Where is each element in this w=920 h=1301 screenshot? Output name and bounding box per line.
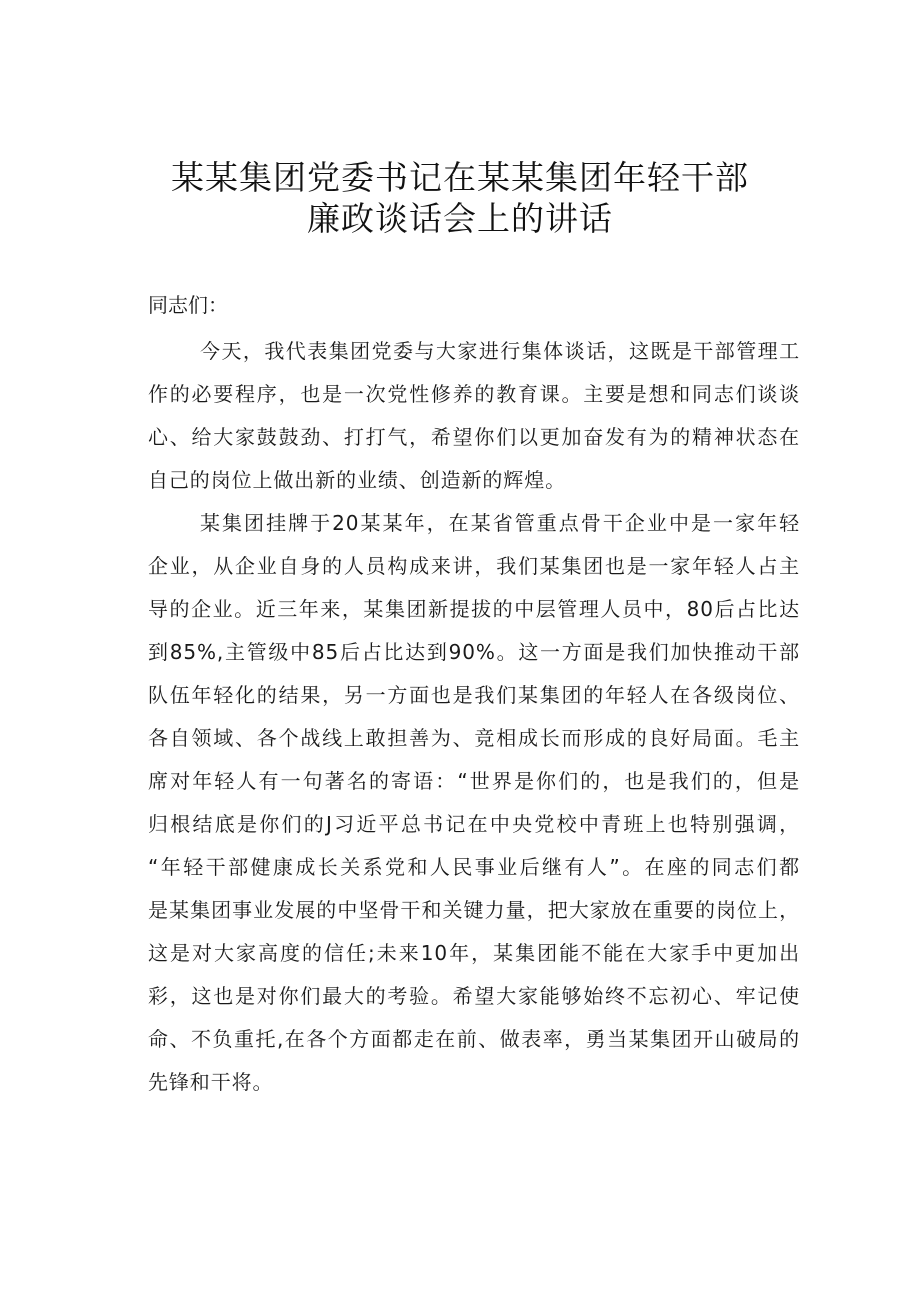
paragraph-1-line: 今天，我代表集团党委与大家进行集体谈话，这既是干部管理工: [200, 339, 800, 363]
paragraph-2-line: “年轻干部健康成长关系党和人民事业后继有人”。在座的同志们都: [148, 855, 800, 879]
paragraph-2-line: 企业，从企业自身的人员构成来讲，我们某集团也是一家年轻人占主: [148, 554, 800, 578]
paragraph-2-line: 导的企业。近三年来，某集团新提拔的中层管理人员中，80后占比达: [148, 597, 800, 621]
salutation: 同志们：: [148, 293, 228, 317]
paragraph-2-line: 是某集团事业发展的中坚骨干和关键力量，把大家放在重要的岗位上，: [148, 898, 800, 922]
paragraph-1-line: 自己的岗位上做出新的业绩、创造新的辉煌。: [148, 468, 566, 492]
paragraph-2-line: 席对年轻人有一句著名的寄语：“世界是你们的，也是我们的，但是: [148, 769, 800, 793]
paragraph-2-line: 到85%,主管级中85后占比达到90%。这一方面是我们加快推动干部: [148, 640, 800, 664]
paragraph-2-line: 彩，这也是对你们最大的考验。希望大家能够始终不忘初心、牢记使: [148, 984, 800, 1008]
document-title-line-2: 廉政谈话会上的讲话: [307, 199, 613, 238]
paragraph-2-line: 这是对大家高度的信任;未来10年，某集团能不能在大家手中更加出: [148, 941, 800, 965]
paragraph-2-line: 各自领域、各个战线上敢担善为、竞相成长而形成的良好局面。毛主: [148, 726, 800, 750]
paragraph-1-line: 作的必要程序，也是一次党性修养的教育课。主要是想和同志们谈谈: [148, 382, 800, 406]
paragraph-2-line: 某集团挂牌于20某某年，在某省管重点骨干企业中是一家年轻: [200, 511, 800, 535]
paragraph-2-line: 命、不负重托,在各个方面都走在前、做表率，勇当某集团开山破局的: [148, 1027, 800, 1051]
paragraph-2-line: 归根结底是你们的J习近平总书记在中央党校中青班上也特别强调，: [148, 812, 800, 836]
paragraph-1-line: 心、给大家鼓鼓劲、打打气，希望你们以更加奋发有为的精神状态在: [148, 425, 800, 449]
paragraph-2-line: 先锋和干将。: [148, 1070, 274, 1094]
document-title-line-1: 某某集团党委书记在某某集团年轻干部: [171, 158, 749, 197]
paragraph-2-line: 队伍年轻化的结果，另一方面也是我们某集团的年轻人在各级岗位、: [148, 683, 800, 707]
